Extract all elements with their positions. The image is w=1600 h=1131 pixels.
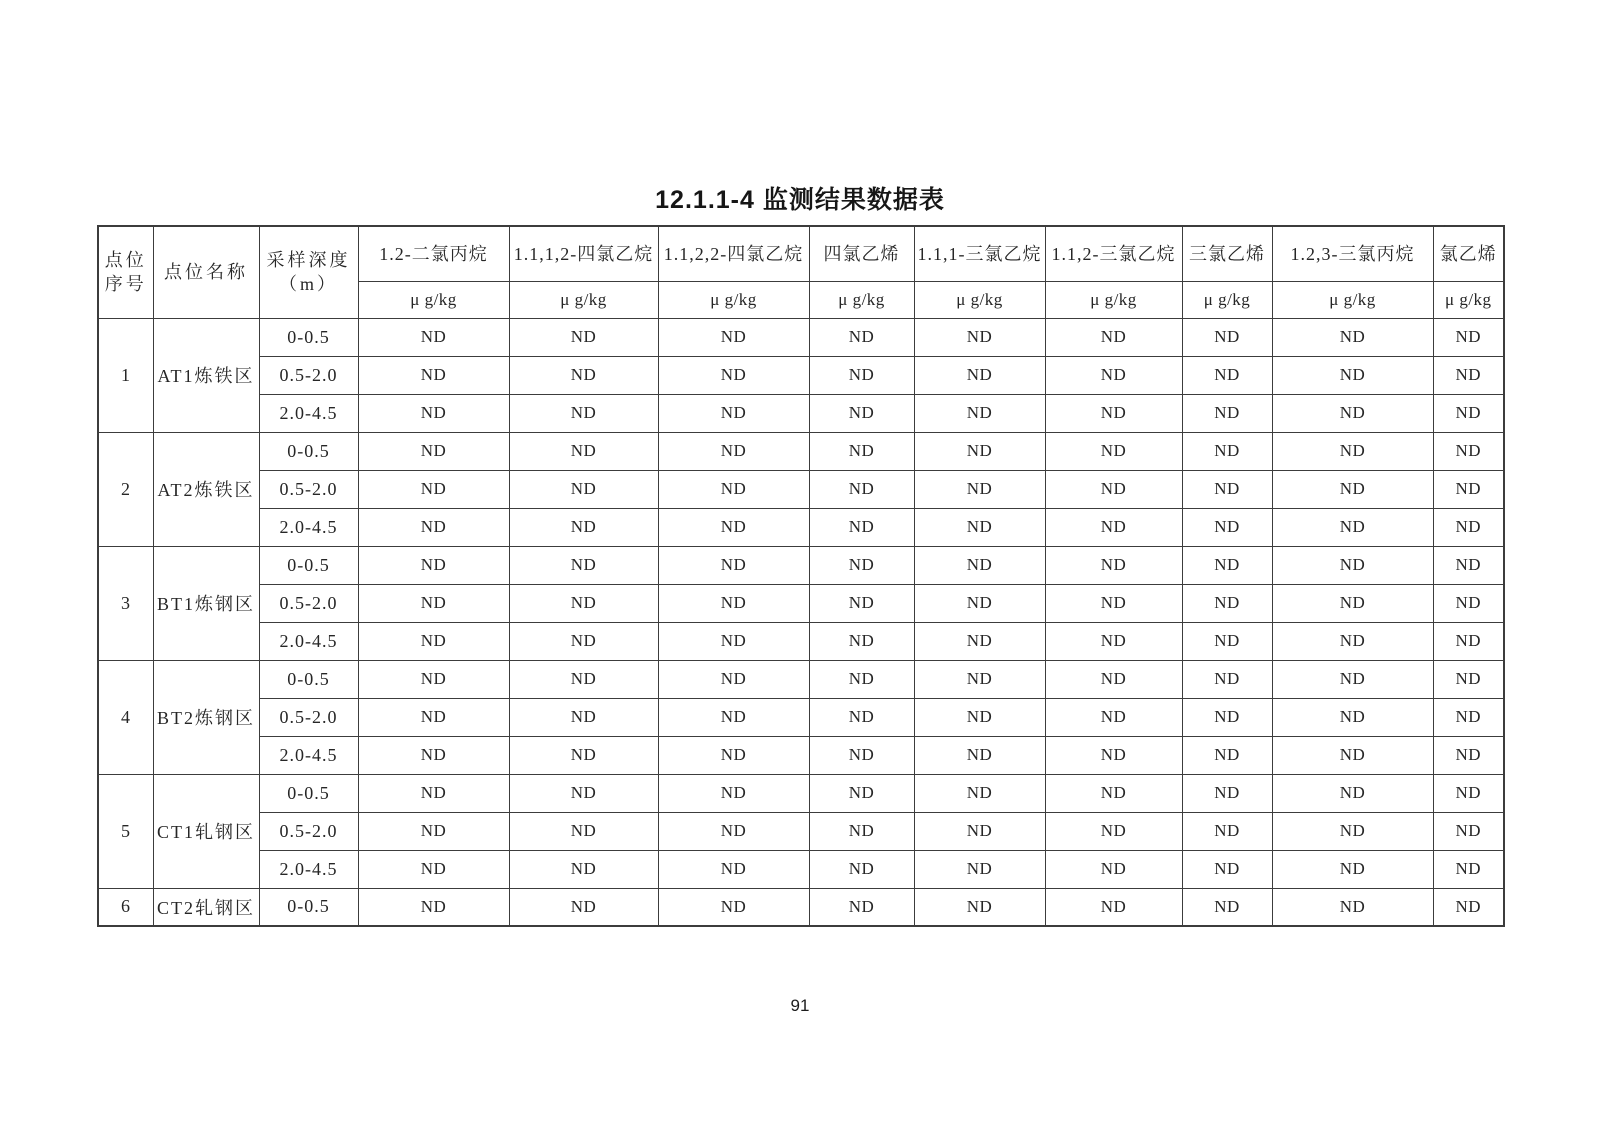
value-cell: ND [1182, 508, 1272, 546]
value-cell: ND [509, 850, 658, 888]
table-row [98, 508, 1504, 546]
value-cell: ND [1045, 470, 1182, 508]
column-header-analyte: 三氯乙烯 [1182, 226, 1272, 281]
column-header-analyte: 1.2,3-三氯丙烷 [1272, 226, 1433, 281]
point-no-cell: 1 [98, 318, 153, 432]
value-cell: ND [1433, 660, 1504, 698]
column-header-depth: 采样深度 （m） [259, 226, 358, 318]
column-header-analyte: 1.1,2,2-四氯乙烷 [658, 226, 809, 281]
value-cell: ND [914, 622, 1045, 660]
value-cell: ND [1433, 356, 1504, 394]
value-cell: ND [1433, 508, 1504, 546]
table-row [98, 736, 1504, 774]
value-cell: ND [358, 888, 509, 926]
value-cell: ND [1045, 584, 1182, 622]
value-cell: ND [809, 622, 914, 660]
value-cell: ND [1272, 736, 1433, 774]
unit-cell: μ g/kg [1045, 281, 1182, 318]
value-cell: ND [1045, 774, 1182, 812]
value-cell: ND [1433, 432, 1504, 470]
value-cell: ND [509, 508, 658, 546]
value-cell: ND [1182, 736, 1272, 774]
point-no-cell: 3 [98, 546, 153, 660]
value-cell: ND [358, 432, 509, 470]
unit-cell: μ g/kg [1182, 281, 1272, 318]
value-cell: ND [509, 432, 658, 470]
value-cell: ND [1045, 812, 1182, 850]
value-cell: ND [1433, 584, 1504, 622]
page-title: 12.1.1-4 监测结果数据表 [655, 186, 945, 214]
value-cell: ND [914, 812, 1045, 850]
value-cell: ND [809, 736, 914, 774]
monitoring-results-table [97, 225, 1505, 927]
value-cell: ND [658, 660, 809, 698]
table-row [98, 812, 1504, 850]
depth-cell: 2.0-4.5 [259, 394, 358, 432]
value-cell: ND [1272, 774, 1433, 812]
depth-cell: 2.0-4.5 [259, 508, 358, 546]
header-row-names [98, 226, 1504, 281]
value-cell: ND [658, 736, 809, 774]
value-cell: ND [1182, 318, 1272, 356]
value-cell: ND [358, 850, 509, 888]
value-cell: ND [809, 774, 914, 812]
value-cell: ND [1272, 432, 1433, 470]
value-cell: ND [809, 850, 914, 888]
depth-cell: 2.0-4.5 [259, 850, 358, 888]
value-cell: ND [1433, 546, 1504, 584]
value-cell: ND [1272, 850, 1433, 888]
value-cell: ND [914, 584, 1045, 622]
depth-cell: 0-0.5 [259, 774, 358, 812]
column-header-analyte: 1.1,1,2-四氯乙烷 [509, 226, 658, 281]
value-cell: ND [809, 698, 914, 736]
table-row [98, 888, 1504, 926]
value-cell: ND [358, 546, 509, 584]
value-cell: ND [509, 318, 658, 356]
point-name-cell: AT2炼铁区 [153, 432, 259, 546]
depth-cell: 0-0.5 [259, 546, 358, 584]
value-cell: ND [358, 698, 509, 736]
point-no-cell: 5 [98, 774, 153, 888]
value-cell: ND [914, 736, 1045, 774]
value-cell: ND [509, 736, 658, 774]
column-header-analyte: 1.1,2-三氯乙烷 [1045, 226, 1182, 281]
depth-cell: 0-0.5 [259, 432, 358, 470]
value-cell: ND [1045, 660, 1182, 698]
value-cell: ND [358, 584, 509, 622]
value-cell: ND [1272, 660, 1433, 698]
value-cell: ND [1045, 698, 1182, 736]
point-name-cell: AT1炼铁区 [153, 318, 259, 432]
value-cell: ND [658, 508, 809, 546]
unit-cell: μ g/kg [914, 281, 1045, 318]
value-cell: ND [809, 394, 914, 432]
value-cell: ND [1433, 774, 1504, 812]
value-cell: ND [1433, 736, 1504, 774]
value-cell: ND [1272, 546, 1433, 584]
column-header-analyte: 四氯乙烯 [809, 226, 914, 281]
value-cell: ND [1045, 508, 1182, 546]
value-cell: ND [358, 812, 509, 850]
point-name-cell: CT2轧钢区 [153, 888, 259, 926]
unit-cell: μ g/kg [658, 281, 809, 318]
value-cell: ND [358, 774, 509, 812]
value-cell: ND [1182, 470, 1272, 508]
value-cell: ND [358, 394, 509, 432]
value-cell: ND [1045, 356, 1182, 394]
value-cell: ND [809, 660, 914, 698]
value-cell: ND [914, 698, 1045, 736]
table-row [98, 356, 1504, 394]
column-header-point-name: 点位名称 [153, 226, 259, 318]
value-cell: ND [809, 508, 914, 546]
value-cell: ND [809, 584, 914, 622]
value-cell: ND [509, 584, 658, 622]
value-cell: ND [914, 318, 1045, 356]
table-row [98, 432, 1504, 470]
value-cell: ND [914, 394, 1045, 432]
value-cell: ND [658, 470, 809, 508]
value-cell: ND [1433, 318, 1504, 356]
value-cell: ND [914, 660, 1045, 698]
value-cell: ND [658, 698, 809, 736]
value-cell: ND [509, 470, 658, 508]
value-cell: ND [1272, 356, 1433, 394]
value-cell: ND [1272, 394, 1433, 432]
value-cell: ND [1272, 622, 1433, 660]
point-name-cell: BT1炼钢区 [153, 546, 259, 660]
point-no-cell: 2 [98, 432, 153, 546]
depth-cell: 0.5-2.0 [259, 356, 358, 394]
value-cell: ND [1182, 850, 1272, 888]
value-cell: ND [1045, 850, 1182, 888]
table-row [98, 622, 1504, 660]
value-cell: ND [1045, 432, 1182, 470]
unit-cell: μ g/kg [1433, 281, 1504, 318]
value-cell: ND [1045, 888, 1182, 926]
unit-cell: μ g/kg [358, 281, 509, 318]
value-cell: ND [1272, 698, 1433, 736]
value-cell: ND [1182, 394, 1272, 432]
value-cell: ND [509, 622, 658, 660]
value-cell: ND [1182, 812, 1272, 850]
value-cell: ND [1182, 622, 1272, 660]
value-cell: ND [658, 318, 809, 356]
value-cell: ND [658, 850, 809, 888]
value-cell: ND [914, 508, 1045, 546]
value-cell: ND [358, 356, 509, 394]
value-cell: ND [1045, 546, 1182, 584]
table-row [98, 698, 1504, 736]
depth-cell: 0.5-2.0 [259, 698, 358, 736]
page-number: 91 [790, 996, 810, 1015]
point-no-cell: 4 [98, 660, 153, 774]
value-cell: ND [509, 888, 658, 926]
unit-cell: μ g/kg [509, 281, 658, 318]
value-cell: ND [1272, 318, 1433, 356]
value-cell: ND [809, 812, 914, 850]
depth-cell: 0.5-2.0 [259, 584, 358, 622]
value-cell: ND [1045, 318, 1182, 356]
value-cell: ND [509, 698, 658, 736]
depth-cell: 2.0-4.5 [259, 622, 358, 660]
value-cell: ND [658, 774, 809, 812]
unit-cell: μ g/kg [809, 281, 914, 318]
value-cell: ND [509, 356, 658, 394]
value-cell: ND [914, 546, 1045, 584]
value-cell: ND [914, 432, 1045, 470]
depth-cell: 0-0.5 [259, 888, 358, 926]
value-cell: ND [1182, 584, 1272, 622]
value-cell: ND [809, 318, 914, 356]
unit-cell: μ g/kg [1272, 281, 1433, 318]
value-cell: ND [358, 318, 509, 356]
table-row [98, 470, 1504, 508]
value-cell: ND [809, 470, 914, 508]
value-cell: ND [1182, 774, 1272, 812]
value-cell: ND [1182, 356, 1272, 394]
point-name-cell: BT2炼钢区 [153, 660, 259, 774]
value-cell: ND [809, 546, 914, 584]
value-cell: ND [1272, 470, 1433, 508]
value-cell: ND [809, 356, 914, 394]
value-cell: ND [1045, 736, 1182, 774]
value-cell: ND [1433, 812, 1504, 850]
depth-cell: 0.5-2.0 [259, 812, 358, 850]
value-cell: ND [1272, 812, 1433, 850]
value-cell: ND [1433, 698, 1504, 736]
value-cell: ND [658, 432, 809, 470]
value-cell: ND [358, 660, 509, 698]
table-row [98, 394, 1504, 432]
value-cell: ND [658, 356, 809, 394]
table-row [98, 318, 1504, 356]
value-cell: ND [914, 850, 1045, 888]
value-cell: ND [658, 584, 809, 622]
value-cell: ND [358, 736, 509, 774]
value-cell: ND [509, 660, 658, 698]
value-cell: ND [1433, 470, 1504, 508]
value-cell: ND [658, 394, 809, 432]
point-no-cell: 6 [98, 888, 153, 926]
value-cell: ND [658, 622, 809, 660]
value-cell: ND [509, 812, 658, 850]
value-cell: ND [1272, 584, 1433, 622]
value-cell: ND [509, 774, 658, 812]
value-cell: ND [1433, 888, 1504, 926]
table-row [98, 660, 1504, 698]
table-row [98, 850, 1504, 888]
value-cell: ND [1272, 888, 1433, 926]
value-cell: ND [1272, 508, 1433, 546]
value-cell: ND [809, 888, 914, 926]
table-row [98, 546, 1504, 584]
value-cell: ND [1045, 622, 1182, 660]
point-name-cell: CT1轧钢区 [153, 774, 259, 888]
value-cell: ND [658, 546, 809, 584]
depth-cell: 0.5-2.0 [259, 470, 358, 508]
value-cell: ND [914, 774, 1045, 812]
value-cell: ND [658, 888, 809, 926]
depth-cell: 2.0-4.5 [259, 736, 358, 774]
value-cell: ND [1182, 432, 1272, 470]
value-cell: ND [1182, 660, 1272, 698]
value-cell: ND [914, 356, 1045, 394]
value-cell: ND [509, 546, 658, 584]
table-row [98, 774, 1504, 812]
value-cell: ND [1182, 698, 1272, 736]
column-header-analyte: 氯乙烯 [1433, 226, 1504, 281]
value-cell: ND [358, 622, 509, 660]
column-header-analyte: 1.1,1-三氯乙烷 [914, 226, 1045, 281]
value-cell: ND [509, 394, 658, 432]
value-cell: ND [1433, 394, 1504, 432]
value-cell: ND [1045, 394, 1182, 432]
table-header [98, 226, 1504, 318]
value-cell: ND [1182, 546, 1272, 584]
depth-cell: 0-0.5 [259, 318, 358, 356]
value-cell: ND [658, 812, 809, 850]
column-header-analyte: 1.2-二氯丙烷 [358, 226, 509, 281]
table-body [98, 318, 1504, 926]
value-cell: ND [358, 508, 509, 546]
value-cell: ND [914, 470, 1045, 508]
value-cell: ND [1433, 622, 1504, 660]
value-cell: ND [1433, 850, 1504, 888]
table-row [98, 584, 1504, 622]
value-cell: ND [1182, 888, 1272, 926]
value-cell: ND [358, 470, 509, 508]
column-header-point-no: 点位 序号 [98, 226, 153, 318]
value-cell: ND [809, 432, 914, 470]
depth-cell: 0-0.5 [259, 660, 358, 698]
value-cell: ND [914, 888, 1045, 926]
